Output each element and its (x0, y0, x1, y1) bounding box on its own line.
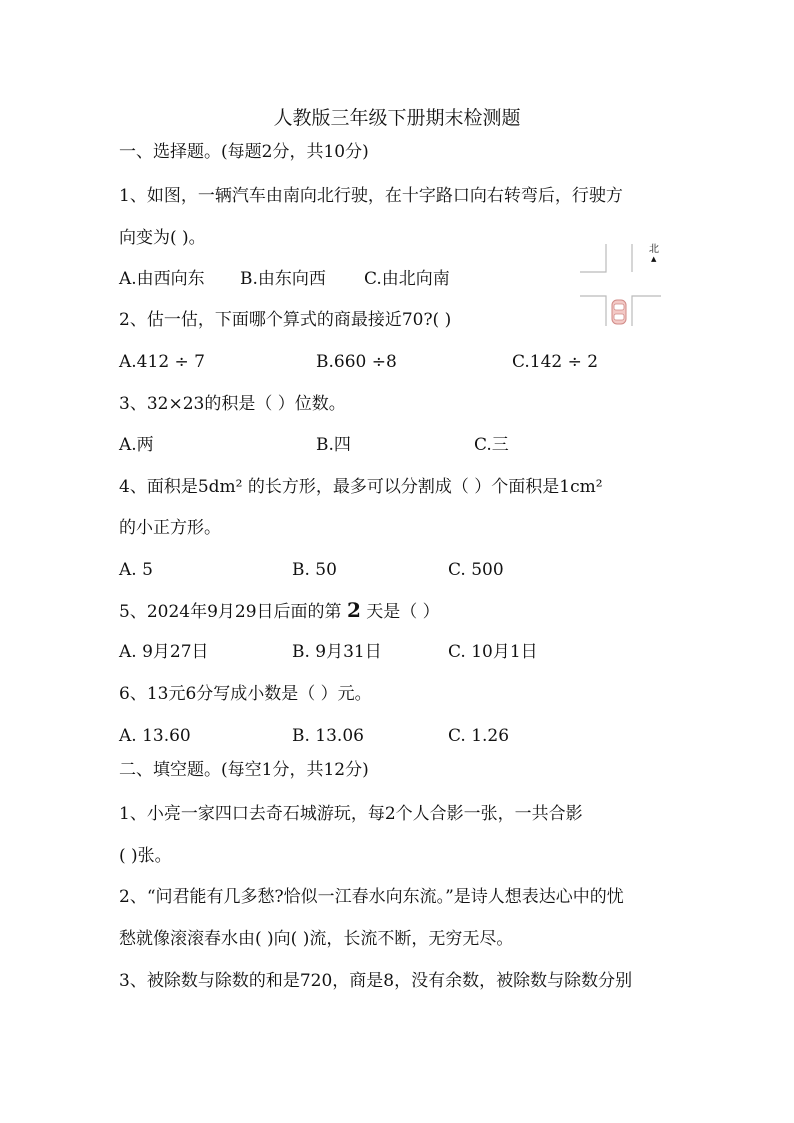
north-label: 北 (649, 244, 659, 255)
s2-q1-line2: ( )张。 (119, 846, 172, 866)
s2-q3-line1: 3、被除数与除数的和是720，商是8，没有余数，被除数与除数分别 (119, 971, 633, 991)
section1-heading: 一、选择题。(每题2分，共10分) (119, 142, 369, 162)
q5-prefix: 5、2024年9月29日后面的第 (119, 602, 342, 622)
q2-option-a: A.412 ÷ 7 (119, 352, 205, 372)
q5-text (119, 599, 440, 623)
q4-option-a: A. 5 (119, 560, 153, 580)
q3-option-c: C.三 (474, 435, 509, 455)
q4-option-c: C. 500 (448, 560, 504, 580)
q1-text-line1: 1、如图，一辆汽车由南向北行驶，在十字路口向右转弯后，行驶方 (119, 186, 623, 206)
north-arrow-icon: ▲ (651, 255, 657, 263)
car-icon (612, 300, 626, 324)
q5-option-c: C. 10月1日 (448, 642, 538, 662)
s2-q2-line2: 愁就像滚滚春水由( )向( )流，长流不断，无穷无尽。 (119, 929, 514, 949)
q3-option-b: B.四 (316, 435, 351, 455)
q4-text-line1: 4、面积是5dm² 的长方形，最多可以分割成（ ）个面积是1cm² (119, 477, 603, 497)
q1-option-c: C.由北向南 (364, 269, 450, 289)
q4-option-b: B. 50 (292, 560, 337, 580)
q2-option-b: B.660 ÷8 (316, 352, 397, 372)
q5-number: 2 (346, 598, 361, 622)
s2-q1-line1: 1、小亮一家四口去奇石城游玩，每2个人合影一张，一共合影 (119, 804, 583, 824)
q2-text: 2、估一估，下面哪个算式的商最接近70?( ) (119, 310, 452, 330)
q5-option-a: A. 9月27日 (119, 642, 209, 662)
q6-text: 6、13元6分写成小数是（ ）元。 (119, 684, 372, 704)
intersection-diagram (575, 242, 663, 328)
q5-option-b: B. 9月31日 (292, 642, 382, 662)
q6-option-b: B. 13.06 (292, 726, 364, 746)
q1-option-a: A.由西向东 (119, 269, 205, 289)
q6-option-a: A. 13.60 (119, 726, 191, 746)
q1-text-line2: 向变为( )。 (119, 228, 206, 248)
q6-option-c: C. 1.26 (448, 726, 510, 746)
q1-option-b: B.由东向西 (240, 269, 326, 289)
s2-q2-line1: 2、“问君能有几多愁?恰似一江春水向东流。”是诗人想表达心中的忧 (119, 887, 624, 907)
section2-heading: 二、填空题。(每空1分，共12分) (119, 760, 369, 780)
q5-suffix: 天是（ ） (366, 602, 440, 622)
q2-option-c: C.142 ÷ 2 (512, 352, 599, 372)
page-title: 人教版三年级下册期末检测题 (273, 107, 521, 129)
q4-text-line2: 的小正方形。 (119, 518, 221, 538)
q3-option-a: A.两 (119, 435, 154, 455)
q3-text: 3、32×23的积是（ ）位数。 (119, 394, 346, 414)
